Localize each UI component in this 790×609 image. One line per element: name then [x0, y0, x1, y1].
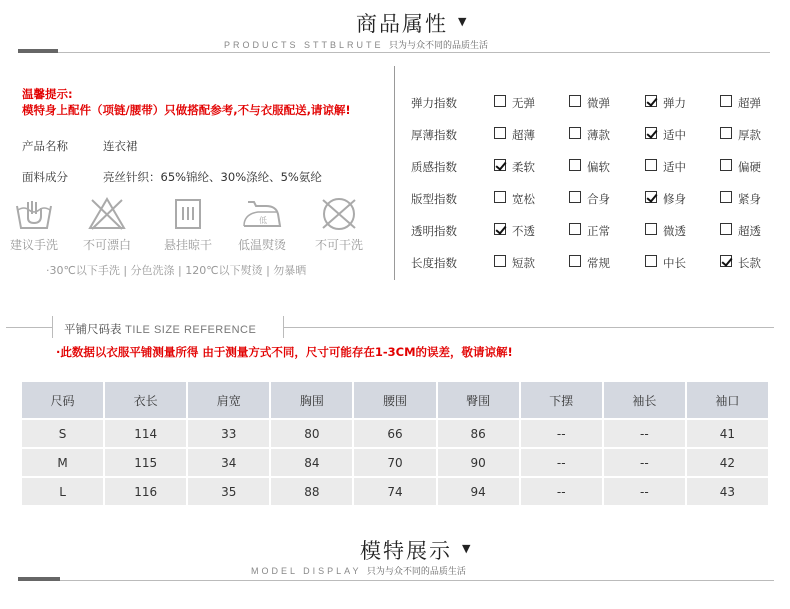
size-table-header: 袖口 — [686, 381, 769, 419]
attr-section-subtitle — [224, 38, 488, 51]
size-note: ·此数据以衣服平铺测量所得 由于测量方式不同，尺寸可能存在1-3CM的误差，敬请谅解! — [56, 345, 513, 359]
table-cell: -- — [603, 448, 686, 477]
attr-checkbox — [645, 159, 657, 171]
svg-text:低: 低 — [259, 216, 267, 225]
attr-divider-accent — [18, 49, 58, 53]
table-cell: 34 — [187, 448, 270, 477]
attr-checkbox — [720, 127, 732, 139]
attr-option: 弹力 — [663, 96, 686, 110]
size-title-en: TILE SIZE REFERENCE — [125, 324, 257, 336]
attr-subtitle-en: PRODUCTS STTBLRUTE — [224, 40, 384, 50]
table-cell: S — [21, 419, 104, 448]
attr-checkbox-checked — [645, 95, 657, 107]
attr-option: 超薄 — [512, 128, 535, 142]
attr-checkbox-checked — [645, 191, 657, 203]
table-cell: 41 — [686, 419, 769, 448]
size-header-line-left — [6, 327, 52, 328]
attr-option: 超弹 — [738, 96, 761, 110]
attr-checkbox — [720, 95, 732, 107]
size-header-line-right — [284, 327, 774, 328]
model-subtitle-en: MODEL DISPLAY — [251, 566, 362, 576]
attr-checkbox — [569, 127, 581, 139]
attr-option: 偏硬 — [738, 160, 761, 174]
attr-option: 微弹 — [587, 96, 610, 110]
attr-checkbox-checked — [720, 255, 732, 267]
attr-option: 柔软 — [512, 160, 535, 174]
size-table-header: 胸围 — [270, 381, 353, 419]
table-cell: M — [21, 448, 104, 477]
attr-label: 长度指数 — [411, 256, 457, 270]
size-table-header: 腰围 — [353, 381, 436, 419]
attr-option: 偏软 — [587, 160, 610, 174]
care-label-no-bleach: 不可漂白 — [82, 238, 131, 252]
attr-label: 厚薄指数 — [411, 128, 457, 142]
no-dry-clean-icon — [319, 196, 359, 232]
attr-checkbox-checked — [645, 127, 657, 139]
size-table-header: 下摆 — [520, 381, 603, 419]
no-bleach-icon — [87, 196, 127, 232]
table-cell: 116 — [104, 477, 187, 506]
attr-checkbox — [494, 127, 506, 139]
attr-checkbox — [720, 223, 732, 235]
attr-option: 中长 — [663, 256, 686, 270]
size-table — [20, 380, 770, 507]
attr-option: 合身 — [587, 192, 610, 206]
table-cell: L — [21, 477, 104, 506]
care-label-hang-dry: 悬挂晾干 — [163, 238, 212, 252]
attr-checkbox — [645, 255, 657, 267]
attr-checkbox — [569, 159, 581, 171]
attr-option: 薄款 — [587, 128, 610, 142]
info-label-product-name: 产品名称 — [22, 139, 68, 153]
table-cell: -- — [520, 448, 603, 477]
model-divider-accent — [18, 577, 60, 581]
table-cell: 114 — [104, 419, 187, 448]
table-cell: 115 — [104, 448, 187, 477]
care-label-hand-wash: 建议手洗 — [9, 238, 58, 252]
low-temp-iron-icon — [240, 196, 284, 232]
care-label-low-temp-iron: 低温熨烫 — [237, 238, 286, 252]
size-table-header: 肩宽 — [187, 381, 270, 419]
attr-option: 短款 — [512, 256, 535, 270]
attr-divider-line — [18, 52, 770, 53]
table-cell: 74 — [353, 477, 436, 506]
attr-checkbox — [569, 223, 581, 235]
notice-heading: 温馨提示: — [22, 87, 73, 101]
care-no-bleach — [73, 196, 141, 253]
size-table-header: 衣长 — [104, 381, 187, 419]
attr-option: 长款 — [738, 256, 761, 270]
size-table-header: 尺码 — [21, 381, 104, 419]
attr-option: 适中 — [663, 160, 686, 174]
care-no-dry-clean — [305, 196, 373, 253]
care-hand-wash — [0, 196, 68, 253]
table-cell: 90 — [437, 448, 520, 477]
hang-dry-icon — [168, 196, 208, 232]
size-table-header: 袖长 — [603, 381, 686, 419]
attr-checkbox — [569, 95, 581, 107]
table-cell: 86 — [437, 419, 520, 448]
attr-label: 透明指数 — [411, 224, 457, 238]
model-subtitle-cn: 只为与众不同的品质生活 — [366, 567, 466, 577]
chevron-down-icon: ▼ — [462, 542, 471, 555]
table-cell: 80 — [270, 419, 353, 448]
attr-option: 修身 — [663, 192, 686, 206]
care-label-no-dry-clean: 不可干洗 — [314, 238, 363, 252]
attr-option: 不透 — [512, 224, 535, 238]
attr-option: 厚款 — [738, 128, 761, 142]
attr-option: 常规 — [587, 256, 610, 270]
table-row — [21, 448, 769, 477]
size-section-title — [64, 321, 256, 337]
table-cell: 66 — [353, 419, 436, 448]
size-table-header-row — [21, 381, 769, 419]
table-cell: 94 — [437, 477, 520, 506]
size-table-header: 臀围 — [437, 381, 520, 419]
table-cell: -- — [520, 477, 603, 506]
attr-checkbox — [569, 255, 581, 267]
attr-checkbox — [494, 255, 506, 267]
care-low-temp-iron — [228, 196, 296, 253]
attr-checkbox — [720, 191, 732, 203]
table-cell: 43 — [686, 477, 769, 506]
table-cell: 84 — [270, 448, 353, 477]
table-row — [21, 477, 769, 506]
notice-body: 模特身上配件（项链/腰带）只做搭配参考,不与衣服配送,请谅解! — [22, 103, 351, 117]
model-divider-line — [18, 580, 774, 581]
attr-checkbox — [494, 191, 506, 203]
attr-checkbox — [494, 95, 506, 107]
attr-section-title: 商品属性 — [356, 12, 448, 36]
attr-label: 质感指数 — [411, 160, 457, 174]
attr-option: 紧身 — [738, 192, 761, 206]
table-cell: -- — [603, 477, 686, 506]
attr-checkbox-checked — [494, 159, 506, 171]
table-cell: 70 — [353, 448, 436, 477]
attr-vertical-divider — [394, 66, 395, 280]
attr-option: 正常 — [587, 224, 610, 238]
attr-option: 微透 — [663, 224, 686, 238]
table-cell: -- — [520, 419, 603, 448]
care-notes: ·30℃以下手洗 | 分色洗涤 | 120℃以下熨烫 | 勿暴晒 — [46, 264, 307, 277]
info-value-product-name: 连衣裙 — [103, 139, 138, 153]
model-section-subtitle — [251, 564, 466, 577]
attr-option: 超透 — [738, 224, 761, 238]
attr-checkbox — [569, 191, 581, 203]
table-row — [21, 419, 769, 448]
info-value-fabric: 亮丝针织：65%锦纶、30%涤纶、5%氨纶 — [103, 170, 322, 184]
attr-subtitle-cn: 只为与众不同的品质生活 — [389, 41, 489, 51]
attr-label: 弹力指数 — [411, 96, 457, 110]
chevron-down-icon: ▼ — [458, 15, 467, 28]
attr-option: 宽松 — [512, 192, 535, 206]
attr-checkbox — [645, 223, 657, 235]
attr-option: 适中 — [663, 128, 686, 142]
table-cell: 35 — [187, 477, 270, 506]
care-hang-dry — [154, 196, 222, 253]
attr-label: 版型指数 — [411, 192, 457, 206]
model-section-title: 模特展示 — [360, 539, 452, 563]
hand-wash-icon — [14, 196, 54, 232]
table-cell: 33 — [187, 419, 270, 448]
attr-option: 无弹 — [512, 96, 535, 110]
attr-checkbox-checked — [494, 223, 506, 235]
attr-checkbox — [720, 159, 732, 171]
size-title-cn: 平铺尺码表 — [64, 322, 122, 336]
table-cell: 42 — [686, 448, 769, 477]
info-label-fabric: 面料成分 — [22, 170, 68, 184]
table-cell: -- — [603, 419, 686, 448]
table-cell: 88 — [270, 477, 353, 506]
